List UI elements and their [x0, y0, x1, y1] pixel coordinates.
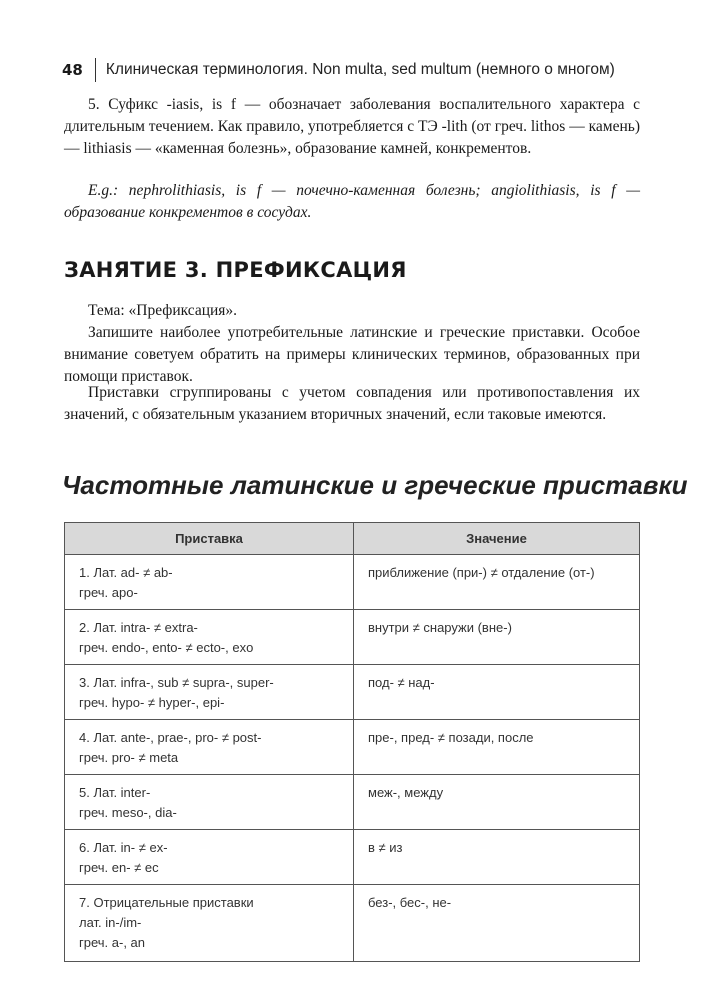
table-row: [65, 885, 640, 962]
table-header-row: [65, 523, 640, 555]
prefix-line: 5. Лат. inter-: [79, 785, 151, 800]
prefix-cell: [65, 720, 354, 775]
prefix-table: [64, 522, 640, 962]
prefix-line: 2. Лат. intra- ≠ extra-: [79, 620, 198, 635]
lesson-heading: ЗАНЯТИЕ 3. ПРЕФИКСАЦИЯ: [64, 258, 407, 282]
prefix-cell: [65, 830, 354, 885]
prefix-line: греч. endo-, ento- ≠ ecto-, exo: [79, 640, 254, 655]
meaning-cell: в ≠ из: [354, 830, 640, 885]
table-caption: Частотные латинские и греческие приставки: [62, 470, 688, 500]
table-row: [65, 830, 640, 885]
column-header-meaning: Значение: [354, 523, 640, 555]
meaning-cell: меж-, между: [354, 775, 640, 830]
prefix-line: греч. hypo- ≠ hyper-, epi-: [79, 695, 225, 710]
prefix-line: лат. in-/im-: [79, 915, 142, 930]
prefix-cell: [65, 665, 354, 720]
prefix-line: 4. Лат. ante-, prae-, pro- ≠ post-: [79, 730, 262, 745]
table-row: [65, 775, 640, 830]
prefix-line: греч. meso-, dia-: [79, 805, 177, 820]
example-paragraph: E.g.: nephrolithiasis, is f — почечно-каменная болезнь; angiolithiasis, is f — образование конкрементов в сосудах.: [64, 182, 640, 221]
table-row: [65, 665, 640, 720]
meaning-cell: под- ≠ над-: [354, 665, 640, 720]
table-row: [65, 610, 640, 665]
prefix-line: 3. Лат. infra-, sub ≠ supra-, super-: [79, 675, 274, 690]
prefix-line: греч. a-, an: [79, 935, 146, 950]
lesson-paragraph-2: Приставки сгруппированы с учетом совпадения или противопоставления их значений, с обязательным указанием вторичных значений, если таковые имеются.: [64, 384, 640, 423]
prefix-cell: [65, 775, 354, 830]
prefix-line: греч. pro- ≠ meta: [79, 750, 179, 765]
meaning-cell: внутри ≠ снаружи (вне-): [354, 610, 640, 665]
prefix-line: греч. apo-: [79, 585, 138, 600]
table-row: [65, 555, 640, 610]
prefix-line: 1. Лат. ad- ≠ ab-: [79, 565, 173, 580]
running-header: [62, 58, 615, 82]
prefix-cell: [65, 885, 354, 962]
meaning-cell: без-, бес-, не-: [354, 885, 640, 962]
lesson-topic: Тема: «Префиксация».: [88, 302, 238, 319]
lesson-paragraph-1: Запишите наиболее употребительные латинские и греческие приставки. Особое внимание советуем обратить на примеры клинических терминов, образованных при помощи приставок.: [64, 324, 640, 385]
table-row: [65, 720, 640, 775]
meaning-cell: приближение (при-) ≠ отдаление (от-): [354, 555, 640, 610]
header-divider: [95, 58, 96, 82]
prefix-line: греч. en- ≠ ec: [79, 860, 159, 875]
prefix-line: 6. Лат. in- ≠ ex-: [79, 840, 168, 855]
meaning-cell: пре-, пред- ≠ позади, после: [354, 720, 640, 775]
prefix-cell: [65, 610, 354, 665]
prefix-line: 7. Отрицательные приставки: [79, 895, 254, 910]
suffix-paragraph: 5. Суфикс -iasis, is f — обозначает заболевания воспалительного характера с длительным течением. Как правило, употребляется с ТЭ -lith (от греч. lithos — камень) — lithiasis — «каменная болезнь», образование камней, конкрементов.: [64, 96, 640, 157]
prefix-cell: [65, 555, 354, 610]
book-title: Клиническая терминология. Non multa, sed multum (немного о многом): [105, 61, 615, 78]
column-header-prefix: Приставка: [65, 523, 354, 555]
page-number: 48: [62, 61, 83, 79]
